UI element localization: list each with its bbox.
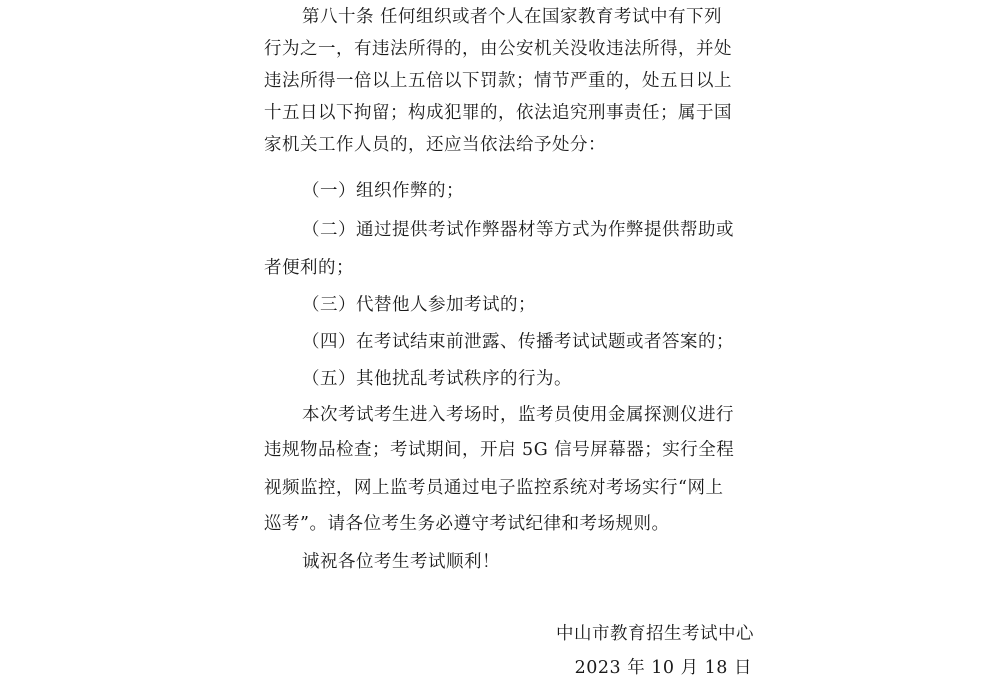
notice-line-1: 本次考试考生进入考场时，监考员使用金属探测仪进行 — [302, 405, 734, 425]
notice-line-2: 违规物品检查；考试期间，开启 5G 信号屏幕器；实行全程 — [264, 440, 735, 460]
list-item-5: （五）其他扰乱考试秩序的行为。 — [302, 369, 572, 389]
list-item-4: （四）在考试结束前泄露、传播考试试题或者答案的； — [302, 332, 734, 352]
article-80-line-1: 第八十条 任何组织或者个人在国家教育考试中有下列 — [302, 7, 723, 27]
list-item-2-line-2: 者便利的； — [264, 258, 354, 278]
notice-line-4: 巡考”。请各位考生务必遵守考试纪律和考场规则。 — [264, 514, 670, 534]
article-80-line-2: 行为之一，有违法所得的，由公安机关没收违法所得，并处 — [264, 39, 732, 59]
closing-wish: 诚祝各位考生考试顺利！ — [302, 552, 500, 572]
list-item-2-line-1: （二）通过提供考试作弊器材等方式为作弊提供帮助或 — [302, 220, 734, 240]
notice-line-3: 视频监控，网上监考员通过电子监控系统对考场实行“网上 — [264, 478, 724, 498]
list-item-3: （三）代替他人参加考试的； — [302, 295, 536, 315]
signature-date: 2023 年 10 月 18 日 — [574, 658, 752, 678]
list-item-1: （一）组织作弊的； — [302, 181, 464, 201]
article-80-line-5: 家机关工作人员的，还应当依法给予处分： — [264, 135, 606, 155]
signature-organization: 中山市教育招生考试中心 — [556, 624, 754, 644]
article-80-line-4: 十五日以下拘留；构成犯罪的，依法追究刑事责任；属于国 — [264, 103, 732, 123]
article-80-line-3: 违法所得一倍以上五倍以下罚款；情节严重的，处五日以上 — [264, 71, 732, 91]
